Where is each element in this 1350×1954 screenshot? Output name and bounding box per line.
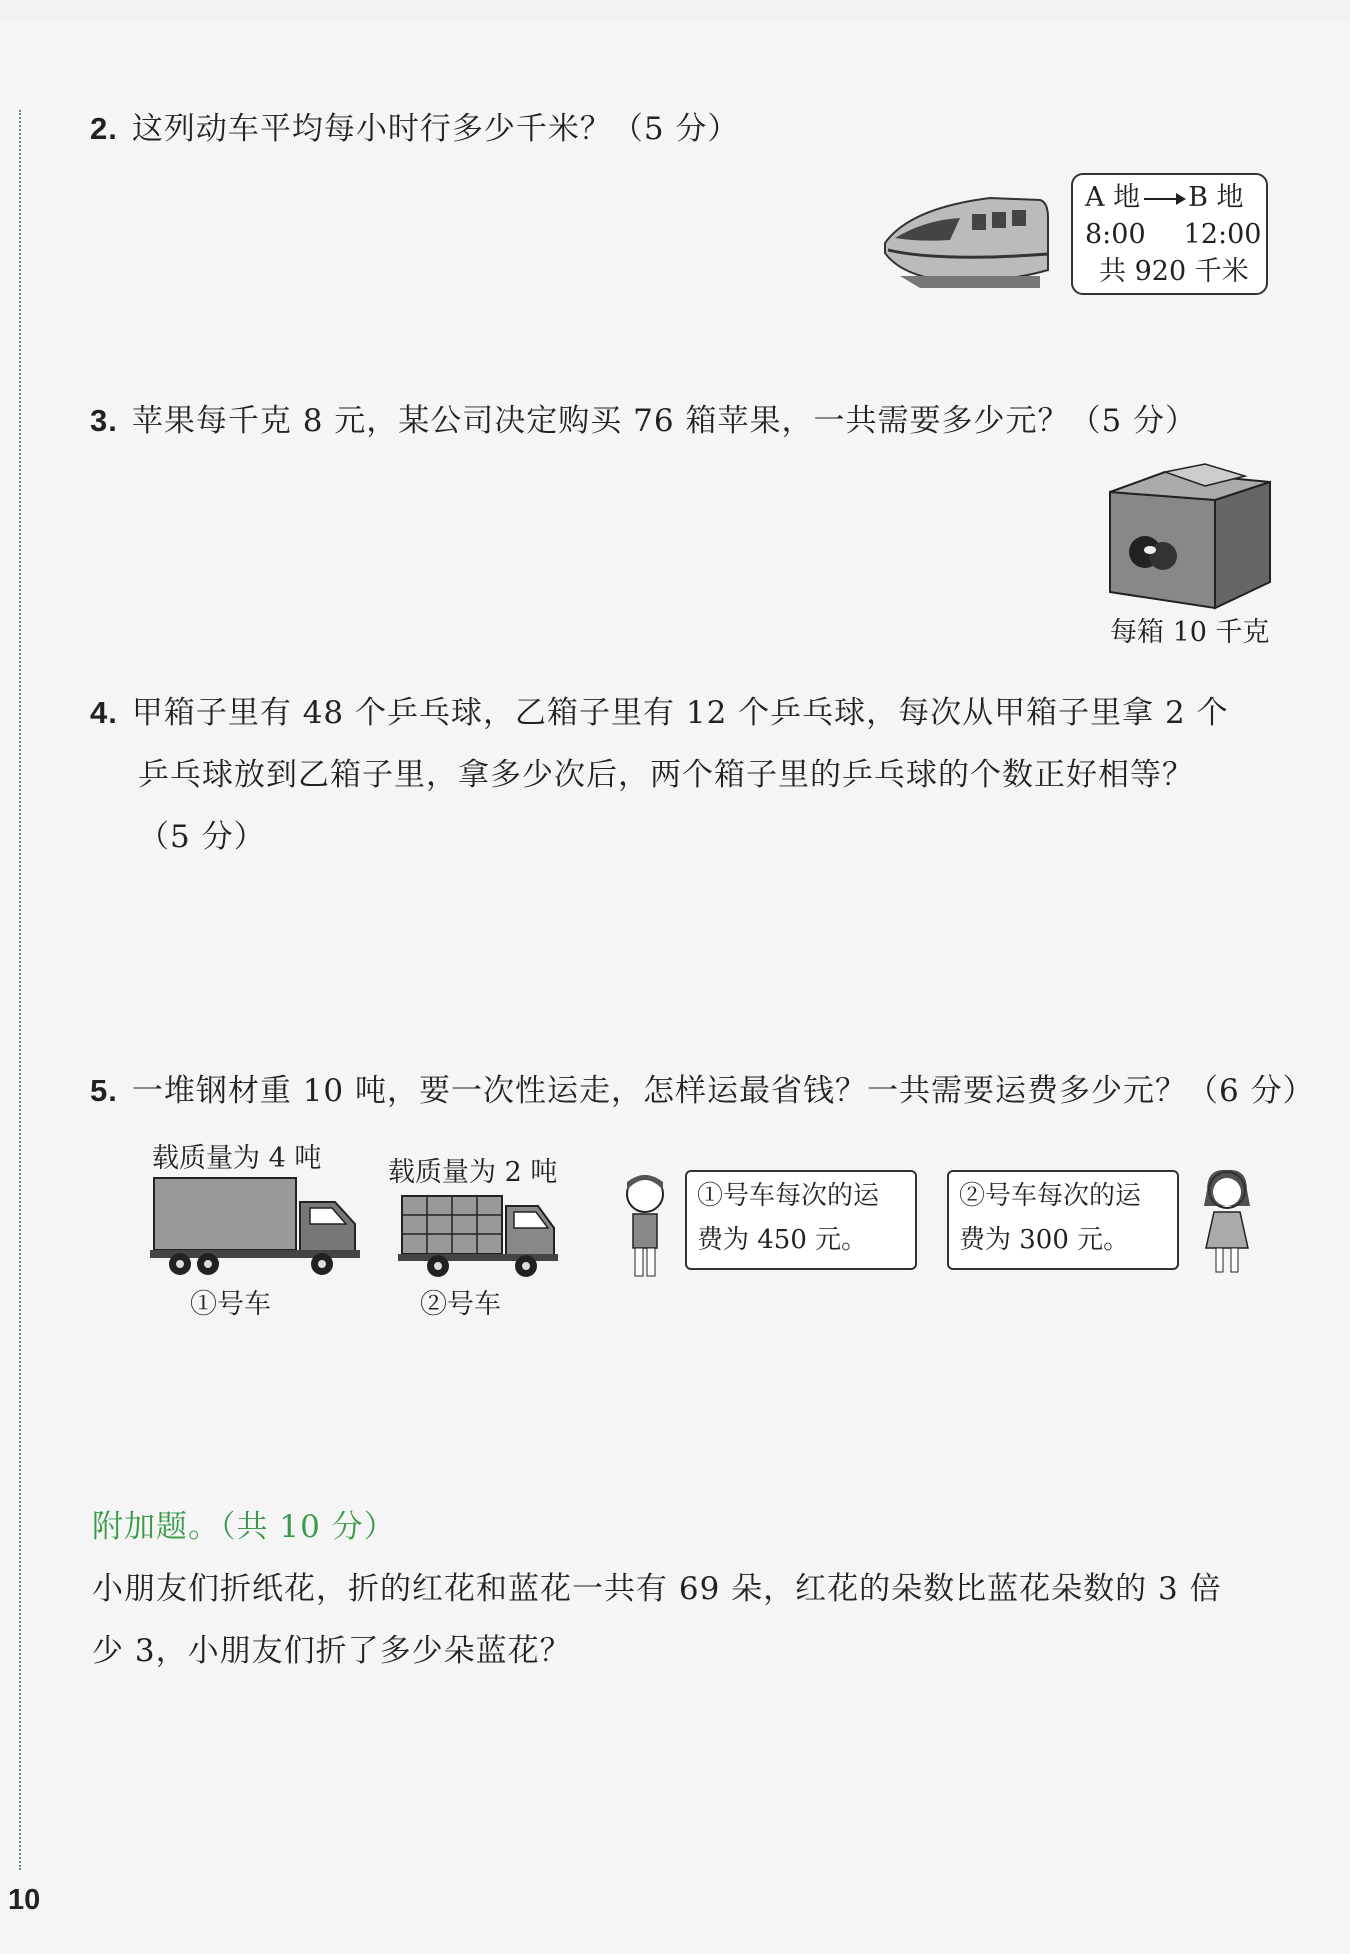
to-label: B 地	[1188, 182, 1244, 213]
page-number: 10	[8, 1884, 41, 1916]
question-text-line2: 乒乓球放到乙箱子里，拿多少次后，两个箱子里的乒乓球的个数正好相等？	[138, 757, 1194, 793]
truck1-label: ①号车	[190, 1289, 271, 1320]
trip-info-box	[1071, 173, 1268, 295]
distance: 共 920 千米	[1099, 256, 1249, 287]
arrive-time: 12:00	[1183, 219, 1262, 250]
box-weight-caption: 每箱 10 千克	[1110, 617, 1270, 648]
question-5	[90, 1060, 1315, 1122]
depart-time: 8:00	[1085, 219, 1146, 250]
extra-question-line2: 少 3，小朋友们折了多少朵蓝花？	[92, 1633, 572, 1669]
question-number: 5.	[90, 1073, 118, 1108]
question-text-line1: 甲箱子里有 48 个乒乓球，乙箱子里有 12 个乒乓球，每次从甲箱子里拿 2 个	[131, 695, 1229, 731]
speech1-line1: ①号车每次的运	[697, 1181, 880, 1211]
question-text: 苹果每千克 8 元，某公司决定购买 76 箱苹果，一共需要多少元？（5 分）	[131, 403, 1198, 439]
question-number: 3.	[90, 403, 118, 438]
apple-box-icon	[1105, 462, 1275, 610]
question-number: 2.	[90, 111, 118, 146]
speech1-line2: 费为 450 元。	[697, 1225, 868, 1255]
boy-character-icon	[615, 1168, 675, 1288]
truck2-label: ②号车	[420, 1289, 501, 1320]
extra-question-line1: 小朋友们折纸花，折的红花和蓝花一共有 69 朵，红花的朵数比蓝花朵数的 3 倍	[92, 1571, 1222, 1607]
from-label: A 地	[1085, 182, 1141, 213]
question-number: 4.	[90, 695, 118, 730]
question-text: 一堆钢材重 10 吨，要一次性运走，怎样运最省钱？一共需要运费多少元？（6 分）	[131, 1073, 1315, 1109]
extra-question	[92, 1558, 1222, 1682]
question-2	[90, 98, 739, 160]
girl-character-icon	[1192, 1162, 1262, 1282]
truck-2-illustration	[398, 1188, 563, 1280]
question-text-line3: （5 分）	[138, 819, 266, 855]
extra-question-title: 附加题。（共 10 分）	[92, 1509, 396, 1545]
speech2-line2: 费为 300 元。	[959, 1225, 1130, 1255]
truck1-load-label: 载质量为 4 吨	[152, 1143, 322, 1174]
truck2-load-label: 载质量为 2 吨	[388, 1157, 558, 1188]
truck-1-illustration	[150, 1172, 365, 1277]
train-illustration	[880, 188, 1050, 298]
margin-dotted-line	[19, 110, 21, 1870]
speech-bubble-truck2	[947, 1170, 1179, 1270]
question-3	[90, 390, 1197, 452]
arrow-right-icon	[1144, 198, 1184, 200]
speech-bubble-truck1	[685, 1170, 917, 1270]
question-text: 这列动车平均每小时行多少千米？（5 分）	[131, 111, 740, 147]
question-4	[90, 682, 1229, 868]
speech2-line1: ②号车每次的运	[959, 1181, 1142, 1211]
